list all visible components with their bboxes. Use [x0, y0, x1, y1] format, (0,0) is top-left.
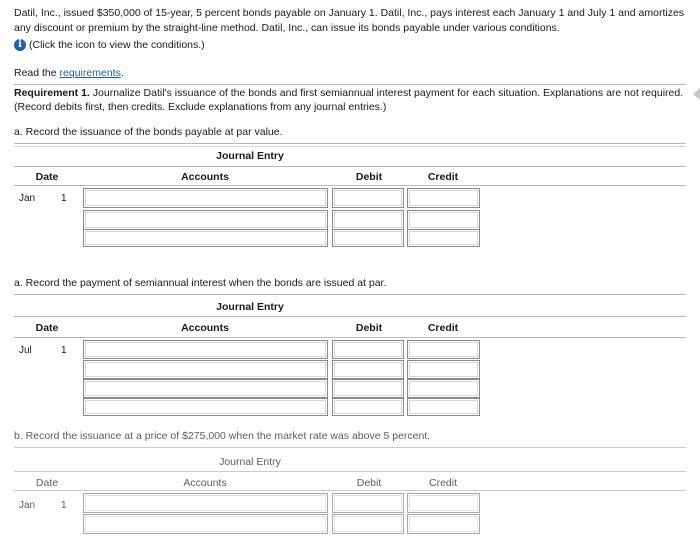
account-input[interactable]: [83, 229, 328, 247]
account-input[interactable]: [83, 493, 328, 513]
header-date: Date: [35, 171, 59, 183]
header-credit: Credit: [428, 477, 457, 489]
credit-input[interactable]: [407, 379, 480, 398]
debit-input[interactable]: [332, 514, 404, 534]
divider: [14, 337, 686, 338]
divider: [14, 185, 686, 186]
header-accounts: Accounts: [181, 171, 229, 183]
problem-statement: Datil, Inc., issued $350,000 of 15-year, 5 percent bonds payable on January 1. Datil, Inc., pays interest each January 1 and July 1 and amortizes any discount or premium by the straight-line method. Datil, Inc., can issue its bonds payable under various conditions.: [14, 7, 685, 34]
header-debit: Debit: [355, 322, 383, 334]
requirement-label: Requirement 1.: [14, 87, 90, 99]
part-a-interest-instruction: a. Record the payment of semiannual interest when the bonds are issued at par.: [14, 277, 387, 289]
debit-input[interactable]: [332, 360, 404, 379]
debit-input[interactable]: [332, 210, 404, 230]
divider: [14, 316, 686, 317]
requirements-link[interactable]: requirements: [59, 67, 121, 79]
date-day: 1: [61, 193, 67, 204]
journal-entry-title: Journal Entry: [219, 456, 281, 468]
date-month: Jan: [19, 500, 36, 511]
account-input[interactable]: [83, 360, 328, 379]
credit-input[interactable]: [407, 210, 480, 230]
credit-input[interactable]: [407, 398, 480, 416]
account-input[interactable]: [83, 210, 328, 230]
credit-input[interactable]: [407, 340, 480, 359]
credit-input[interactable]: [407, 493, 480, 513]
credit-input[interactable]: [407, 514, 480, 534]
debit-input[interactable]: [332, 398, 404, 416]
header-date: Date: [35, 477, 59, 489]
divider: [14, 84, 686, 85]
divider: [14, 143, 686, 144]
header-credit: Credit: [427, 171, 459, 183]
header-date: Date: [35, 322, 59, 334]
divider: [14, 166, 686, 167]
credit-input[interactable]: [407, 360, 480, 379]
header-debit: Debit: [356, 477, 382, 489]
divider: [14, 294, 686, 295]
date-month: Jul: [19, 345, 32, 356]
divider: [14, 490, 686, 491]
scroll-arrow-icon[interactable]: [693, 88, 700, 100]
info-icon[interactable]: i: [14, 39, 26, 51]
journal-entry-title: Journal Entry: [216, 301, 284, 313]
date-month: Jan: [19, 193, 36, 204]
header-accounts: Accounts: [181, 322, 229, 334]
account-input[interactable]: [83, 514, 328, 534]
header-debit: Debit: [355, 171, 383, 183]
debit-input[interactable]: [332, 493, 404, 513]
debit-input[interactable]: [332, 188, 404, 208]
account-input[interactable]: [83, 340, 328, 359]
credit-input[interactable]: [407, 188, 480, 208]
part-a-issuance-instruction: a. Record the issuance of the bonds payable at par value.: [14, 126, 283, 138]
header-credit: Credit: [427, 322, 459, 334]
conditions-info-row[interactable]: [14, 39, 205, 51]
divider: [14, 146, 686, 147]
requirement-text: [14, 86, 686, 114]
requirement-body: Journalize Datil's issuance of the bonds and first semiannual interest payment for each situation. Explanations are not required. (Record debits first, then credits. Exclude explanations from any journal entries.): [14, 87, 684, 113]
read-requirements-prefix: Read the: [14, 67, 60, 79]
part-b-issuance-instruction: b. Record the issuance at a price of $275,000 when the market rate was above 5 percent.: [14, 430, 431, 442]
account-input[interactable]: [83, 398, 328, 416]
date-day: 1: [61, 345, 67, 356]
credit-input[interactable]: [407, 229, 480, 247]
account-input[interactable]: [83, 188, 328, 208]
debit-input[interactable]: [332, 229, 404, 247]
account-input[interactable]: [83, 379, 328, 398]
header-accounts: Accounts: [183, 477, 227, 489]
divider: [14, 471, 686, 472]
date-day: 1: [61, 500, 67, 511]
read-requirements-suffix: .: [120, 67, 124, 79]
debit-input[interactable]: [332, 379, 404, 398]
journal-entry-title: Journal Entry: [216, 150, 284, 162]
divider: [14, 447, 686, 448]
conditions-link-text[interactable]: (Click the icon to view the conditions.): [29, 39, 205, 51]
debit-input[interactable]: [332, 340, 404, 359]
read-requirements: [14, 67, 124, 79]
